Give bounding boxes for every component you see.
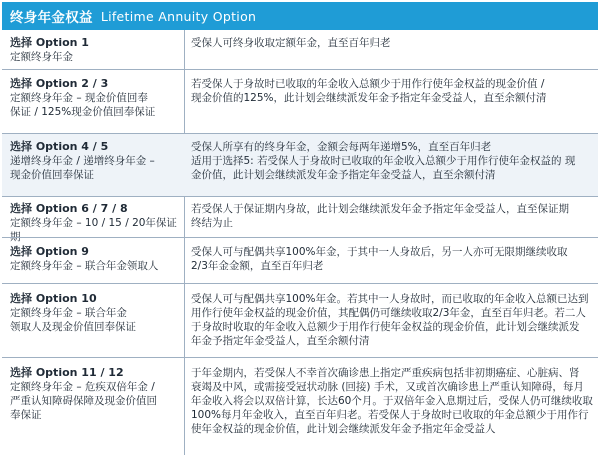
option-description	[191, 36, 595, 50]
description-line: 于年金期内，若受保人不幸首次确诊患上指定严重疾病包括非初期癌症、心脏病、肾	[191, 367, 580, 379]
option-description	[191, 366, 595, 436]
description-line: 受保人可与配偶共享100%年金。若其中一人身故时，而已收取的年金收入总额已达到	[191, 293, 589, 305]
option-label: 选择 Option 9	[10, 245, 89, 258]
row-divider	[2, 283, 598, 284]
description-line: 受保人可终身收取定额年金，直至百年归老	[191, 37, 391, 49]
row-divider	[2, 237, 598, 238]
description-line: 2/3年金金额，直至百年归老	[191, 260, 324, 272]
description-line: 衰竭及中风，或需接受冠状动脉 (回接) 手术，又或首次确诊患上严重认知障碍，每月	[191, 381, 584, 393]
table-row-option-10	[2, 292, 598, 350]
description-line: 若受保人于身故时已收取的年金收入总额少于用作行使年金权益的现金价值 /	[191, 78, 545, 90]
row-divider	[2, 69, 598, 70]
description-line: 用作行使年金权益的现金价值，其配偶仍可继续收取2/3年金，直至百年归老。若二人	[191, 307, 586, 319]
table-row-option-6-7-8	[2, 202, 598, 243]
table-row-option-9	[2, 245, 598, 275]
option-label: 选择 Option 2 / 3	[10, 77, 109, 90]
option-description	[191, 202, 595, 230]
option-subtitle: 定额终身年金 – 10 / 15 / 20年保证期	[10, 217, 177, 243]
header-title-en: Lifetime Annuity Option	[100, 8, 257, 24]
option-subtitle: 严重认知障碍保障及现金价值回	[10, 395, 157, 407]
description-line: 终结为止	[191, 217, 233, 229]
table-row-option-11-12	[2, 366, 598, 438]
description-line: 受保人可与配偶共享100%年金，于其中一人身故后，另一人亦可无限期继续收取	[191, 246, 568, 258]
option-subtitle: 领取人及现金价值回奉保证	[10, 321, 136, 333]
description-line: 100%每月年金收入，直至百年归老。若受保人于身故时已收取的年金总额少于用作行	[191, 409, 589, 421]
option-subtitle: 定额终身年金 – 现金价值回奉	[10, 92, 148, 104]
table-header	[2, 2, 598, 30]
option-description	[191, 140, 595, 182]
option-subtitle: 定额终身年金 – 危疾双倍年金 /	[10, 381, 155, 393]
option-subtitle: 定额终身年金 – 联合年金	[10, 307, 127, 319]
option-subtitle: 保证 / 125%现金价值回奉保证	[10, 106, 156, 118]
option-label: 选择 Option 10	[10, 292, 97, 305]
option-subtitle: 递增终身年金 / 递增终身年金 –	[10, 155, 155, 167]
row-divider	[2, 357, 598, 358]
table-row-option-2-3	[2, 77, 598, 119]
option-description	[191, 77, 595, 105]
option-label: 选择 Option 11 / 12	[10, 366, 124, 379]
option-label: 选择 Option 6 / 7 / 8	[10, 202, 128, 215]
option-label: 选择 Option 4 / 5	[10, 140, 109, 153]
table-row-option-1	[2, 36, 598, 64]
option-subtitle: 定额终身年金 – 联合年金领取人	[10, 260, 159, 272]
option-subtitle: 定额终身年金	[10, 51, 73, 63]
option-subtitle: 奉保证	[10, 409, 42, 421]
option-subtitle: 现金价值回奉保证	[10, 169, 94, 181]
description-line: 使年金权益的现金价值，此计划会继续派发年金予指定年金受益人	[191, 423, 496, 435]
description-line: 年金收入将会以双倍计算，长达60个月。于双倍年金入息期过后，受保人仍可继续收取	[191, 395, 593, 407]
description-line: 若受保人于保证期内身故，此计划会继续派发年金予指定年金受益人，直至保证期	[191, 203, 569, 215]
description-line: 年金予指定年金受益人，直至余额付清	[191, 335, 370, 347]
description-line: 金价值，此计划会继续派发年金予指定年金受益人，直至余额付清	[191, 169, 496, 181]
description-line: 于身故时收取的年金收入总额少于用作行使年金权益的现金价值，此计划会继续派发	[191, 321, 580, 333]
table-row-option-4-5	[2, 134, 598, 196]
description-line: 受保人所享有的终身年金，金额会每两年递增5%，直至百年归老	[191, 141, 492, 153]
row-divider	[2, 196, 598, 197]
option-description	[191, 292, 595, 348]
option-label: 选择 Option 1	[10, 36, 89, 49]
description-line: 适用于选择5: 若受保人于身故时已收取的年金收入总额少于用作行使年金权益的 现	[191, 155, 576, 167]
description-line: 现金价值的125%，此计划会继续派发年金予指定年金受益人，直至余额付清	[191, 92, 547, 104]
header-title-cn: 终身年金权益	[10, 10, 93, 26]
option-description	[191, 245, 595, 273]
